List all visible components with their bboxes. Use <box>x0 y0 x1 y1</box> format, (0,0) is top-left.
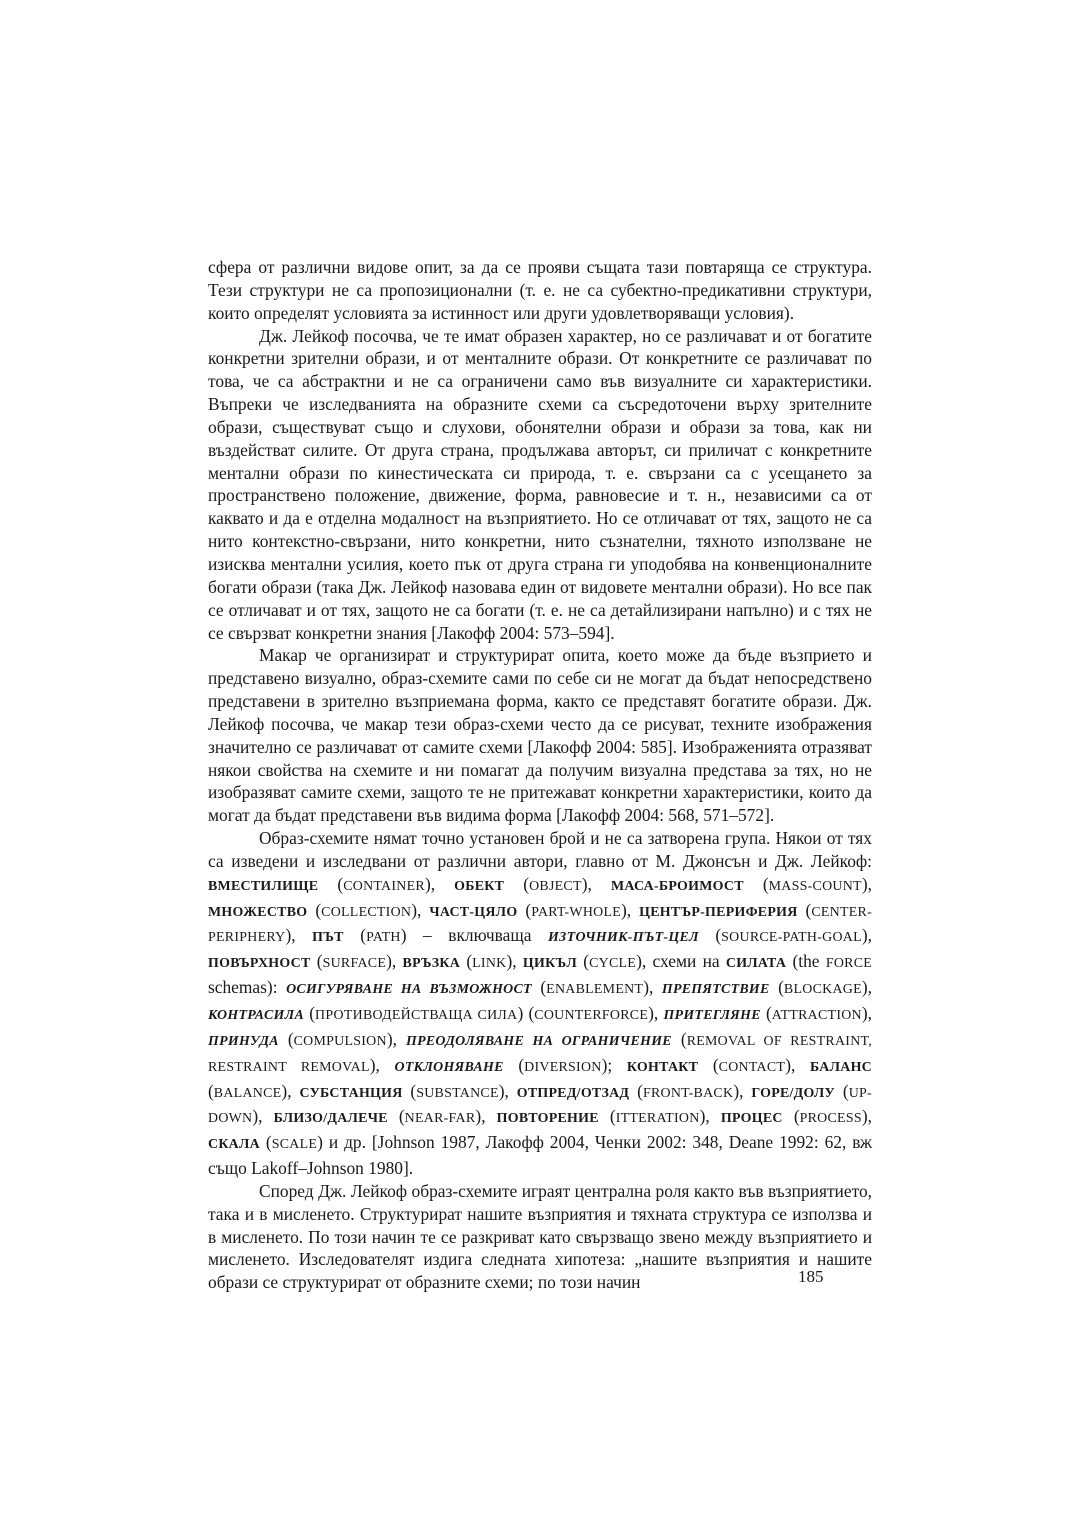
schema-name: ОСИГУРЯВАНЕ НА ВЪЗМОЖНОСТ <box>286 982 532 998</box>
schema-gloss: SURFACE <box>322 956 387 972</box>
paragraph-3: Макар че организират и структурират опита, което може да бъде възприето и представено визуално, образ-схемите сами по себе си не могат да бъдат непосредствено представени в зрително възприемана форма, както се представят богатите образи. Дж. Лейкоф посочва, че макар тези образ-схеми често да се рисуват, техните изображения значително се различават от самите схеми [Лакофф 2004: 585]. Изображенията отразяват някои свойства на схемите и ни помагат да получим визуална представа за тях, но не изобразяват самите схеми, защото те не притежават конкретни характеристики, които да могат да бъдат представени във видима форма [Лакофф 2004: 568, 571–572]. <box>208 645 872 826</box>
schema-gloss: ПРОТИВОДЕЙСТВАЩА СИЛА <box>315 1008 518 1023</box>
schema-name: СКАЛА <box>208 1137 260 1153</box>
schema-name: ГОРЕ/ДОЛУ <box>751 1085 836 1101</box>
schema-name: ВМЕСТИЛИЩЕ <box>208 878 319 894</box>
schema-gloss: BLOCKAGE <box>783 982 862 998</box>
schema-gloss: PART-WHOLE <box>531 904 622 920</box>
path-includes: включваща <box>448 925 549 946</box>
schema-name: ПЪТ <box>312 930 344 946</box>
schema-name: ПРОЦЕС <box>720 1111 783 1127</box>
force-intro: схеми на <box>652 951 726 972</box>
schema-gloss: CONTACT <box>718 1059 786 1075</box>
paragraph-2: Дж. Лейкоф посочва, че те имат образен характер, но се различават и от богатите конкретни зрителни образи, и от менталните образи. От конкретните се различават по това, че са абстрактни и не са ограничени само във визуалните си характеристики. Въпреки че изследванията на образните схеми са съсредоточени върху зрителните образи, съществуват също и слухови, обонятелни образи и образи за това, как ни въздействат силите. От друга страна, продължава авторът, си приличат с конкретните ментални образи по кинестическата си природа, т. е. свързани са с усещането за пространствено положение, движение, форма, равновесие и т. н., независими са от каквато и да е отделна модалност на възприятието. Но се отличават от тях, защото не са нито контекстно-свързани, нито конкретни, нито съзнателни, тяхното използване не изисква ментални усилия, което пък от друга страна ги уподобява на конвенционалните богати образи (така Дж. Лейкоф назовава един от видовете ментални образи). Но все пак се отличават и от тях, защото не са богати (т. е. не са детайлизирани напълно) и с тях не се свързват конкретни знания [Лакофф 2004: 573–594]. <box>208 325 872 643</box>
schema-name: ПОВЪРХНОСТ <box>208 956 311 972</box>
schema-gloss: CONTAINER <box>343 878 425 894</box>
schema-gloss: SCALE <box>271 1137 318 1153</box>
schema-name: ЦИКЪЛ <box>522 956 578 972</box>
schema-name: КОНТАКТ <box>626 1059 699 1075</box>
schema-name: МАСА-БРОИМОСТ <box>610 878 744 894</box>
schema-gloss: FRONT-BACK <box>642 1085 734 1101</box>
schema-gloss: OBJECT <box>529 878 582 894</box>
schema-gloss: FORCE <box>825 956 873 972</box>
schema-gloss: PATH <box>366 930 401 946</box>
schema-gloss: COLLECTION <box>321 904 412 920</box>
schema-gloss: REMOVAL OF RESTRAINT, RESTRAINT REMOVAL <box>208 1033 873 1075</box>
schema-name: СУБСТАНЦИЯ <box>299 1085 403 1101</box>
body-text <box>208 256 872 1294</box>
schema-gloss: MASS-COUNT <box>768 878 862 894</box>
schema-name: ПРЕОДОЛЯВАНЕ НА ОГРАНИЧЕНИЕ <box>406 1033 672 1049</box>
schema-gloss: SUBSTANCE <box>416 1085 499 1101</box>
schema-name: ПРЕПЯТСТВИЕ <box>661 982 770 998</box>
schema-gloss: NEAR-FAR <box>404 1111 476 1127</box>
schema-name: ОТПРЕД/ОТЗАД <box>516 1085 630 1101</box>
force-paren-close: schemas): <box>208 977 287 998</box>
schema-name: ИЗТОЧНИК-ПЪТ-ЦЕЛ <box>548 930 699 946</box>
schema-gloss: PROCESS <box>799 1111 862 1127</box>
schema-name: СИЛАТА <box>725 956 787 972</box>
paragraph-1: сфера от различни видове опит, за да се прояви същата тази повтаряща се структура. Тези структури не са пропозиционални (т. е. не са субектно-предикативни структури, които определят условията за истинност или други удовлетворяващи условия). <box>208 257 872 323</box>
schema-name: ОБЕКТ <box>454 878 505 894</box>
schema-gloss: SOURCE-PATH-GOAL <box>721 930 862 946</box>
page-number: 185 <box>798 1267 824 1286</box>
schema-name: ОТКЛОНЯВАНЕ <box>394 1059 504 1075</box>
schema-gloss: CENTER-PERIPHERY <box>208 904 873 946</box>
schema-gloss: ITTERATION <box>615 1111 700 1127</box>
schema-name: КОНТРАСИЛА <box>208 1008 305 1023</box>
schemas-intro: Образ-схемите нямат точно установен брой и не са затворена група. Някои от тях са изведени и изследвани от различни автори, главно от М. Джонсън и Дж. Лейкоф: <box>208 828 872 871</box>
force-paren-open: (the <box>786 951 826 972</box>
schema-name: БЛИЗО/ДАЛЕЧЕ <box>273 1111 388 1127</box>
schema-gloss: COUNTERFORCE <box>534 1008 649 1023</box>
schema-name: ПРИНУДА <box>208 1033 279 1049</box>
schema-gloss: UP-DOWN <box>208 1085 872 1127</box>
schema-gloss: ATTRACTION <box>771 1008 862 1023</box>
schema-gloss: LINK <box>472 956 507 972</box>
paragraph-schemas: Образ-схемите нямат точно установен брой и не са затворена група. Някои от тях са изведени и изследвани от различни автори, главно от М. Джонсън и Дж. Лейкоф: ВМЕСТИЛИЩЕ (CONTAINER), ОБЕКТ (OBJECT), МАСА-БРОИМОСТ (MASS-COUNT), МНОЖЕСТВО (COLLECTION), ЧАСТ-ЦЯЛО (PART-WHOLE), ЦЕНТЪР-ПЕРИФЕРИЯ (CENTER-PERIPHERY), ПЪТ (PATH) – включваща ИЗТОЧНИК-ПЪТ-ЦЕЛ (SOURCE-PATH-GOAL), ПОВЪРХНОСТ (SURFACE), ВРЪЗКА (LINK), ЦИКЪЛ (CYCLE), схеми на СИЛАТА (the FORCE schemas): ОСИГУРЯВАНЕ НА ВЪЗМОЖНОСТ (ENABLEMENT), ПРЕПЯТСТВИЕ (BLOCKAGE), КОНТРАСИЛА (ПРОТИВОДЕЙСТВАЩА СИЛА) (COUNTERFORCE), ПРИТЕГЛЯНЕ (ATTRACTION), ПРИНУДА (COMPULSION), ПРЕОДОЛЯВАНЕ НА ОГРАНИЧЕНИЕ (REMOVAL OF RESTRAINT, RESTRAINT REMOVAL), ОТКЛОНЯВАНЕ (DIVERSION); КОНТАКТ (CONTACT), БАЛАНС (BALANCE), СУБСТАНЦИЯ (SUBSTANCE), ОТПРЕД/ОТЗАД (FRONT-BACK), ГОРЕ/ДОЛУ (UP-DOWN), БЛИЗО/ДАЛЕЧЕ (NEAR-FAR), ПОВТОРЕНИЕ (ITTERATION), ПРОЦЕС (PROCESS), СКАЛА (SCALE) и др. [Johnson 1987, Лакофф 2004, Ченки 2002: 348, Deane 1992: 62, вж също Lakoff–Johnson 1980]. <box>208 828 873 1179</box>
schema-gloss: COMPULSION <box>293 1033 387 1049</box>
schema-name: ЧАСТ-ЦЯЛО <box>429 904 518 920</box>
schema-name: ПРИТЕГЛЯНЕ <box>663 1008 761 1023</box>
schema-name: МНОЖЕСТВО <box>208 904 308 920</box>
schema-gloss: CYCLE <box>589 956 637 972</box>
schema-gloss: ENABLEMENT <box>546 982 644 998</box>
schema-name: ЦЕНТЪР-ПЕРИФЕРИЯ <box>639 904 798 920</box>
schema-name: БАЛАНС <box>810 1059 872 1075</box>
schema-gloss: DIVERSION <box>524 1059 602 1075</box>
schema-gloss: BALANCE <box>213 1085 282 1101</box>
schema-name: ВРЪЗКА <box>402 956 461 972</box>
paragraph-5: Според Дж. Лейкоф образ-схемите играят централна роля както във възприятието, така и в мисленето. Структурират нашите възприятия и тяхната структура се използва и в мисленето. По този начин те се разкриват като свързващо звено между възприятието и мисленето. Изследователят издига следната хипотеза: „нашите възприятия и нашите образи се структурират от образните схеми; по този начин <box>208 1180 872 1293</box>
schemas-tail: и др. [Johnson 1987, Лакофф 2004, Ченки 2002: 348, Deane 1992: 62, вж също Lakoff–Johnson 1980]. <box>208 1132 872 1179</box>
schema-name: ПОВТОРЕНИЕ <box>496 1111 599 1127</box>
